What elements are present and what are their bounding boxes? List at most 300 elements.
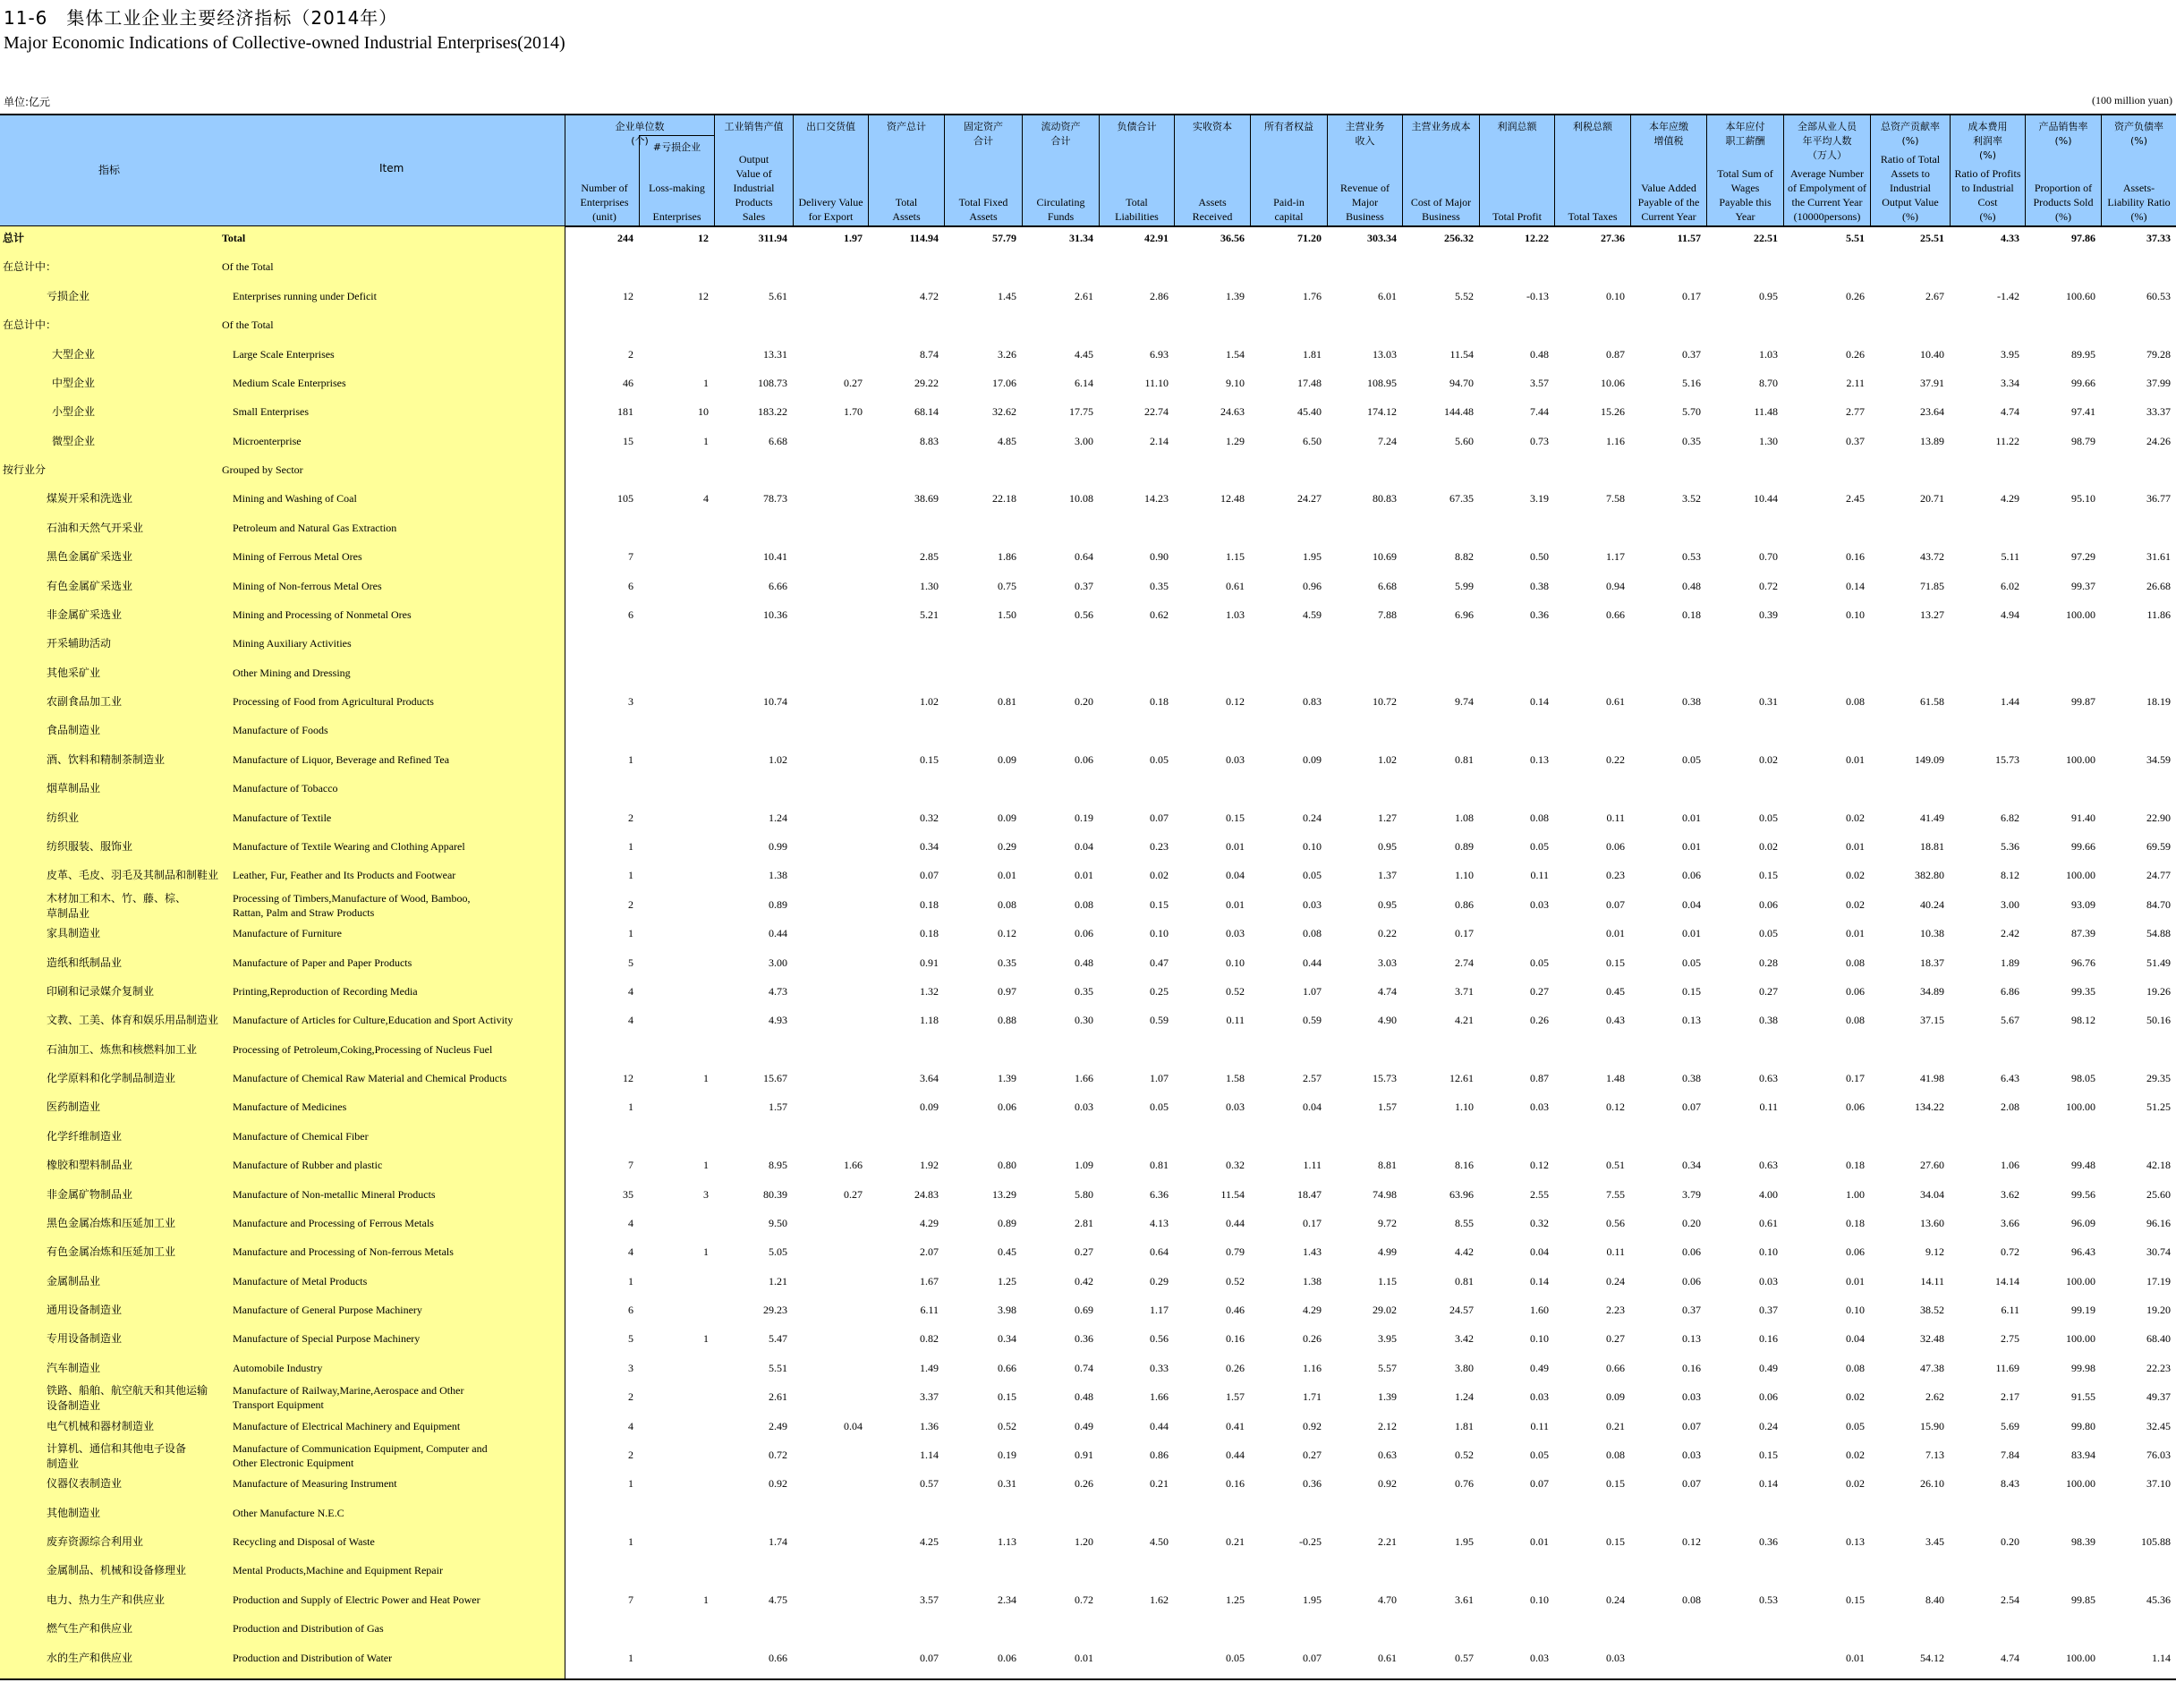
row-label-en: Manufacture of Textile [233, 812, 332, 824]
cell-value: 0.26 [1846, 290, 1865, 302]
cell-value: 0.32 [1530, 1217, 1549, 1229]
cell-value: 1.57 [1226, 1390, 1245, 1403]
cell-value: 0.10 [1150, 927, 1169, 939]
cell-value: 2 [628, 898, 633, 911]
cell-value: 2 [628, 812, 633, 824]
cell-value: 100.60 [2066, 290, 2095, 302]
cell-value: 1.29 [1226, 435, 1245, 447]
cell-value: 0.63 [1378, 1449, 1397, 1461]
cell-value: 5.57 [1378, 1362, 1397, 1374]
row-label-en: Manufacture of Textile Wearing and Clothing Apparel [233, 840, 465, 853]
cell-value: 99.98 [2071, 1362, 2095, 1374]
row-label-en: Of the Total [222, 319, 274, 331]
cell-value: 79.28 [2146, 348, 2171, 361]
cell-value: 51.49 [2146, 956, 2171, 969]
cell-value: 14.11 [1920, 1275, 1944, 1287]
cell-value: 0.11 [1606, 1245, 1625, 1258]
cell-value: 0.10 [1606, 290, 1625, 302]
cell-value: 4.74 [1378, 985, 1397, 998]
cell-value: 0.37 [1682, 348, 1701, 361]
cell-value: 13.60 [1920, 1217, 1944, 1229]
cell-value: 1.08 [1455, 812, 1474, 824]
cell-value: 2.85 [920, 550, 939, 563]
cell-value: 0.32 [1226, 1159, 1245, 1171]
cell-value: 0.95 [1759, 290, 1778, 302]
cell-value: 68.40 [2146, 1332, 2171, 1345]
cell-value: 0.27 [1759, 985, 1778, 998]
cell-value: 29.35 [2146, 1072, 2171, 1084]
row-label-en: Production and Supply of Electric Power and Heat Power [233, 1593, 480, 1606]
cell-value: 0.17 [1846, 1072, 1865, 1084]
row-label-zh: 中型企业 [52, 377, 96, 389]
cell-value: 1.66 [844, 1159, 863, 1171]
cell-value: 105 [617, 492, 633, 505]
cell-value: 0.59 [1303, 1014, 1322, 1026]
header-col-7-en: Total Liabilities [1115, 196, 1159, 223]
cell-value: 0.89 [1455, 840, 1474, 853]
row-label-en: Processing of Petroleum,Coking,Processing of Nucleus Fuel [233, 1043, 493, 1056]
cell-value: 7.44 [1530, 405, 1549, 418]
row-label-zh: 纺织业 [47, 812, 80, 824]
cell-value: 17.19 [2146, 1275, 2171, 1287]
cell-value: 5.16 [1682, 377, 1701, 389]
header-col-13-en: Total Taxes [1568, 210, 1618, 223]
row-label-zh: 汽车制造业 [47, 1362, 101, 1374]
cell-value: 0.02 [1846, 812, 1865, 824]
cell-value: 10.69 [1373, 550, 1397, 563]
cell-value: 0.72 [769, 1449, 787, 1461]
row-label-en: Manufacture of Foods [233, 724, 328, 736]
cell-value: 0.52 [1455, 1449, 1474, 1461]
cell-value: 0.04 [1682, 898, 1701, 911]
row-label-en: Other Mining and Dressing [233, 667, 351, 679]
cell-value: 0.01 [1846, 1652, 1865, 1664]
cell-value: 9.74 [1455, 695, 1474, 708]
cell-value: 1.76 [1303, 290, 1322, 302]
row-label-zh: 开采辅助活动 [47, 637, 112, 650]
header-col-6 [1022, 115, 1099, 226]
cell-value: 0.02 [1846, 869, 1865, 881]
cell-value: 12 [698, 290, 709, 302]
cell-value: 0.07 [1150, 812, 1169, 824]
cell-value: 99.56 [2071, 1188, 2095, 1201]
cell-value: 0.44 [1226, 1217, 1245, 1229]
cell-value: 57.79 [992, 232, 1016, 244]
cell-value: 1.15 [1226, 550, 1245, 563]
cell-value: 144.48 [1444, 405, 1474, 418]
cell-value: 0.24 [1606, 1593, 1625, 1606]
cell-value: 1.09 [1075, 1159, 1093, 1171]
row-label-zh: 皮革、毛皮、羽毛及其制品和制鞋业 [47, 869, 219, 881]
cell-value: 2.21 [1378, 1535, 1397, 1548]
cell-value: 0.27 [1075, 1245, 1093, 1258]
cell-value: 3.19 [1530, 492, 1549, 505]
cell-value: 0.11 [1606, 812, 1625, 824]
cell-value: 97.41 [2071, 405, 2095, 418]
row-label-en: Manufacture of General Purpose Machinery [233, 1304, 422, 1316]
cell-value: 1.38 [1303, 1275, 1322, 1287]
cell-value: 4 [628, 1014, 633, 1026]
cell-value: 1.18 [920, 1014, 939, 1026]
cell-value: 0.88 [998, 1014, 1016, 1026]
cell-value: 100.00 [2066, 1275, 2095, 1287]
cell-value: 0.36 [1530, 608, 1549, 621]
header-col-3 [793, 115, 868, 226]
cell-value: 0.04 [1303, 1100, 1322, 1113]
cell-value: 18.47 [1297, 1188, 1322, 1201]
cell-value: 24.57 [1449, 1304, 1474, 1316]
cell-value: 0.89 [769, 898, 787, 911]
header-col-8-zh: 实收资本 [1193, 121, 1232, 132]
cell-value: 0.35 [1150, 580, 1169, 592]
cell-value: 0.15 [1226, 812, 1245, 824]
cell-value: 6.11 [2001, 1304, 2019, 1316]
cell-value: 34.89 [1920, 985, 1944, 998]
header-col-4 [868, 115, 944, 226]
header-col-9 [1250, 115, 1327, 226]
cell-value: 0.29 [1150, 1275, 1169, 1287]
cell-value: 3 [628, 1362, 633, 1374]
cell-value: 1.36 [920, 1420, 939, 1432]
cell-value: 0.14 [1846, 580, 1865, 592]
cell-value: 1.25 [1226, 1593, 1245, 1606]
row-label-en: Leather, Fur, Feather and Its Products and Footwear [233, 869, 456, 881]
cell-value: 100.00 [2066, 1652, 2095, 1664]
row-label-en: Automobile Industry [233, 1362, 323, 1374]
cell-value: 19.20 [2146, 1304, 2171, 1316]
header-col-13 [1554, 115, 1630, 226]
page-title-en: Major Economic Indications of Collective-owned Industrial Enterprises(2014) [4, 33, 565, 53]
cell-value: 0.83 [1303, 695, 1322, 708]
cell-value: 1.45 [998, 290, 1016, 302]
header-col-20-zh: 资产负债率 (%) [2114, 121, 2163, 147]
cell-value: 0.15 [1759, 1449, 1778, 1461]
cell-value: 0.27 [1530, 985, 1549, 998]
cell-value: 22.74 [1144, 405, 1169, 418]
cell-value: 80.83 [1373, 492, 1397, 505]
row-label-en: Manufacture of Liquor, Beverage and Refined Tea [233, 753, 450, 766]
cell-value: 2 [628, 1449, 633, 1461]
cell-value: 6.11 [920, 1304, 939, 1316]
cell-value: 0.14 [1530, 695, 1549, 708]
cell-value: 0.07 [1303, 1652, 1322, 1664]
cell-value: 0.15 [1759, 869, 1778, 881]
row-label-en: Total [222, 232, 246, 244]
cell-value: 4.29 [2001, 492, 2019, 505]
cell-value: 0.04 [844, 1420, 863, 1432]
cell-value: 0.25 [1150, 985, 1169, 998]
cell-value: 0.70 [1759, 550, 1778, 563]
cell-value: 0.01 [1846, 1275, 1865, 1287]
cell-value: 3.03 [1378, 956, 1397, 969]
cell-value: 29.23 [763, 1304, 787, 1316]
cell-value: 0.07 [1682, 1100, 1701, 1113]
row-label-zh: 纺织服装、服饰业 [47, 840, 133, 853]
cell-value: 11.22 [1995, 435, 2019, 447]
cell-value: 7 [628, 1159, 633, 1171]
cell-value: 1.66 [1075, 1072, 1093, 1084]
cell-value: 0.08 [1075, 898, 1093, 911]
row-label-en: Production and Distribution of Water [233, 1652, 393, 1664]
cell-value: 2.42 [2001, 927, 2019, 939]
header-col-8 [1174, 115, 1250, 226]
cell-value: 1.39 [998, 1072, 1016, 1084]
cell-value: 4 [703, 492, 709, 505]
cell-value: 0.15 [1606, 1477, 1625, 1490]
cell-value: 27.60 [1920, 1159, 1944, 1171]
cell-value: 3 [703, 1188, 709, 1201]
cell-value: 0.27 [1303, 1449, 1322, 1461]
cell-value: 3.95 [1378, 1332, 1397, 1345]
cell-value: 24.77 [2146, 869, 2171, 881]
cell-value: 0.18 [920, 898, 939, 911]
cell-value: 0.45 [1606, 985, 1625, 998]
cell-value: 2.81 [1075, 1217, 1093, 1229]
cell-value: 1.74 [769, 1535, 787, 1548]
cell-value: 2.45 [1846, 492, 1865, 505]
cell-value: 54.88 [2146, 927, 2171, 939]
cell-value: 1.95 [1303, 1593, 1322, 1606]
cell-value: 0.06 [1606, 840, 1625, 853]
cell-value: 0.95 [1378, 840, 1397, 853]
cell-value: 0.01 [1226, 840, 1245, 853]
cell-value: 0.02 [1846, 898, 1865, 911]
cell-value: 8.74 [920, 348, 939, 361]
cell-value: 5.69 [2001, 1420, 2019, 1432]
cell-value: 1 [703, 1245, 709, 1258]
cell-value: 4.94 [2001, 608, 2019, 621]
row-label-zh: 仪器仪表制造业 [47, 1477, 123, 1490]
cell-value: 10 [698, 405, 709, 418]
cell-value: 0.39 [1759, 608, 1778, 621]
cell-value: 0.87 [1606, 348, 1625, 361]
cell-value: 22.23 [2146, 1362, 2171, 1374]
row-label-en: Manufacture of Non-metallic Mineral Products [233, 1188, 436, 1201]
cell-value: 4 [628, 1245, 633, 1258]
cell-value: 0.05 [1530, 840, 1549, 853]
cell-value: 6.68 [769, 435, 787, 447]
cell-value: 0.19 [1075, 812, 1093, 824]
cell-value: 3.00 [769, 956, 787, 969]
cell-value: 0.63 [1759, 1072, 1778, 1084]
header-col-12-zh: 利润总额 [1497, 121, 1537, 132]
cell-value: 8.95 [769, 1159, 787, 1171]
cell-value: 4 [628, 1420, 633, 1432]
cell-value: 1.03 [1759, 348, 1778, 361]
cell-value: 5.11 [2001, 550, 2019, 563]
cell-value: 0.03 [1530, 1390, 1549, 1403]
row-label-zh: 化学原料和化学制品制造业 [47, 1072, 176, 1084]
row-label-zh: 专用设备制造业 [47, 1332, 123, 1345]
cell-value: 3.57 [920, 1593, 939, 1606]
cell-value: 0.24 [1606, 1275, 1625, 1287]
cell-value: 2.61 [769, 1390, 787, 1403]
cell-value: 1.57 [1378, 1100, 1397, 1113]
cell-value: 0.96 [1303, 580, 1322, 592]
cell-value: 33.37 [2146, 405, 2171, 418]
cell-value: 1.92 [920, 1159, 939, 1171]
cell-value: 4.29 [1303, 1304, 1322, 1316]
cell-value: 4 [628, 985, 633, 998]
cell-value: 0.30 [1075, 1014, 1093, 1026]
cell-value: 0.42 [1075, 1275, 1093, 1287]
cell-value: 0.08 [1303, 927, 1322, 939]
cell-value: 1.57 [769, 1100, 787, 1113]
cell-value: 0.11 [1226, 1014, 1245, 1026]
cell-value: 2 [628, 1390, 633, 1403]
cell-value: 6 [628, 1304, 633, 1316]
cell-value: 0.03 [1606, 1652, 1625, 1664]
cell-value: 97.86 [2071, 232, 2095, 244]
cell-value: 4.90 [1378, 1014, 1397, 1026]
cell-value: 0.05 [1150, 1100, 1169, 1113]
cell-value: 29.02 [1373, 1304, 1397, 1316]
cell-value: 0.20 [1075, 695, 1093, 708]
header-col-7 [1099, 115, 1174, 226]
cell-value: 10.72 [1373, 695, 1397, 708]
cell-value: 0.08 [1846, 1014, 1865, 1026]
cell-value: 38.52 [1920, 1304, 1944, 1316]
header-col-16-en: Average Number of Empolyment of the Current Year (10000persons) [1788, 167, 1866, 223]
cell-value: 2.17 [2001, 1390, 2019, 1403]
cell-value: 108.73 [758, 377, 787, 389]
cell-value: 1.54 [1226, 348, 1245, 361]
cell-value: 0.06 [1075, 753, 1093, 766]
cell-value: 3.00 [2001, 898, 2019, 911]
table-bottom-rule [0, 1678, 2176, 1680]
cell-value: 0.23 [1606, 869, 1625, 881]
cell-value: 93.09 [2071, 898, 2095, 911]
row-label-zh: 橡胶和塑料制品业 [47, 1159, 133, 1171]
cell-value: 1.95 [1303, 550, 1322, 563]
cell-value: 8.16 [1455, 1159, 1474, 1171]
row-label-zh: 总计 [3, 232, 25, 244]
cell-value: 91.55 [2071, 1390, 2095, 1403]
cell-value: 114.94 [909, 232, 939, 244]
cell-value: 40.24 [1920, 898, 1944, 911]
cell-value: 1 [628, 1535, 633, 1548]
table-header [0, 115, 2176, 226]
cell-value: 24.27 [1297, 492, 1322, 505]
cell-value: 0.18 [1150, 695, 1169, 708]
cell-value: 99.80 [2071, 1420, 2095, 1432]
row-label-zh: 造纸和纸制品业 [47, 956, 123, 969]
cell-value: 0.08 [1846, 695, 1865, 708]
cell-value: 4.00 [1759, 1188, 1778, 1201]
cell-value: 4.50 [1150, 1535, 1169, 1548]
cell-value: 1 [628, 840, 633, 853]
cell-value: 0.69 [1075, 1304, 1093, 1316]
cell-value: 11.86 [2146, 608, 2171, 621]
row-label-zh: 小型企业 [52, 405, 96, 418]
cell-value: 0.21 [1226, 1535, 1245, 1548]
row-label-zh: 酒、饮料和精制茶制造业 [47, 753, 166, 766]
cell-value: 1 [628, 869, 633, 881]
cell-value: 0.04 [1226, 869, 1245, 881]
cell-value: 311.94 [758, 232, 787, 244]
cell-value: 0.41 [1226, 1420, 1245, 1432]
cell-value: 0.05 [1530, 956, 1549, 969]
cell-value: 0.47 [1150, 956, 1169, 969]
row-label-zh: 石油和天然气开采业 [47, 522, 144, 534]
cell-value: 0.06 [1759, 1390, 1778, 1403]
cell-value: 2.54 [2001, 1593, 2019, 1606]
cell-value: 100.00 [2066, 1100, 2095, 1113]
cell-value: 46 [623, 377, 633, 389]
cell-value: 1.10 [1455, 1100, 1474, 1113]
cell-value: 0.03 [1530, 1652, 1549, 1664]
cell-value: 3.52 [1682, 492, 1701, 505]
cell-value: 0.52 [1226, 985, 1245, 998]
cell-value: 0.33 [1150, 1362, 1169, 1374]
cell-value: 0.07 [1530, 1477, 1549, 1490]
cell-value: 0.97 [998, 985, 1016, 998]
header-col-19-en: Proportion of Products Sold (%) [2033, 182, 2094, 223]
cell-value: 3.45 [1925, 1535, 1944, 1548]
cell-value: 41.98 [1920, 1072, 1944, 1084]
cell-value: 0.74 [1075, 1362, 1093, 1374]
cell-value: 0.06 [1846, 985, 1865, 998]
cell-value: 0.34 [998, 1332, 1016, 1345]
cell-value: 0.94 [1606, 580, 1625, 592]
cell-value: 0.06 [1682, 1245, 1701, 1258]
cell-value: 1.10 [1455, 869, 1474, 881]
cell-value: 0.79 [1226, 1245, 1245, 1258]
cell-value: 6.01 [1378, 290, 1397, 302]
cell-value: 96.43 [2071, 1245, 2095, 1258]
cell-value: 0.09 [1303, 753, 1322, 766]
cell-value: 0.05 [1682, 753, 1701, 766]
cell-value: 0.37 [1682, 1304, 1701, 1316]
cell-value: 0.06 [1682, 869, 1701, 881]
cell-value: 12 [623, 1072, 633, 1084]
cell-value: 0.48 [1075, 956, 1093, 969]
header-col-17-zh: 总资产贡献率 (%) [1881, 121, 1940, 147]
unit-label-en: (100 million yuan) [2092, 94, 2172, 106]
cell-value: 4.25 [920, 1535, 939, 1548]
cell-value: 0.43 [1606, 1014, 1625, 1026]
cell-value: 94.70 [1449, 377, 1474, 389]
cell-value: 1.43 [1303, 1245, 1322, 1258]
row-label-zh: 按行业分 [3, 463, 47, 476]
header-col-16-zh: 全部从业人员 年平均人数 （万人） [1798, 121, 1857, 161]
cell-value: 91.40 [2071, 812, 2095, 824]
cell-value: 0.07 [920, 1652, 939, 1664]
cell-value: 3.42 [1455, 1332, 1474, 1345]
cell-value: 6.86 [2001, 985, 2019, 998]
cell-value: 0.03 [1530, 1100, 1549, 1113]
cell-value: 26.68 [2146, 580, 2171, 592]
cell-value: 4.72 [920, 290, 939, 302]
cell-value: 1.44 [2001, 695, 2019, 708]
cell-value: 0.03 [1759, 1275, 1778, 1287]
cell-value: 38.69 [914, 492, 939, 505]
cell-value: 1.14 [2152, 1652, 2171, 1664]
cell-value: 12.61 [1449, 1072, 1474, 1084]
header-col-10 [1327, 115, 1402, 226]
cell-value: 0.73 [1530, 435, 1549, 447]
cell-value: 10.40 [1920, 348, 1944, 361]
cell-value: 11.57 [1677, 232, 1701, 244]
row-label-zh: 其他采矿业 [47, 667, 101, 679]
cell-value: 6.93 [1150, 348, 1169, 361]
cell-value: 32.48 [1920, 1332, 1944, 1345]
cell-value: 0.24 [1759, 1420, 1778, 1432]
cell-value: 24.83 [914, 1188, 939, 1201]
cell-value: 0.22 [1606, 753, 1625, 766]
cell-value: 0.06 [1846, 1245, 1865, 1258]
cell-value: 0.37 [1846, 435, 1865, 447]
